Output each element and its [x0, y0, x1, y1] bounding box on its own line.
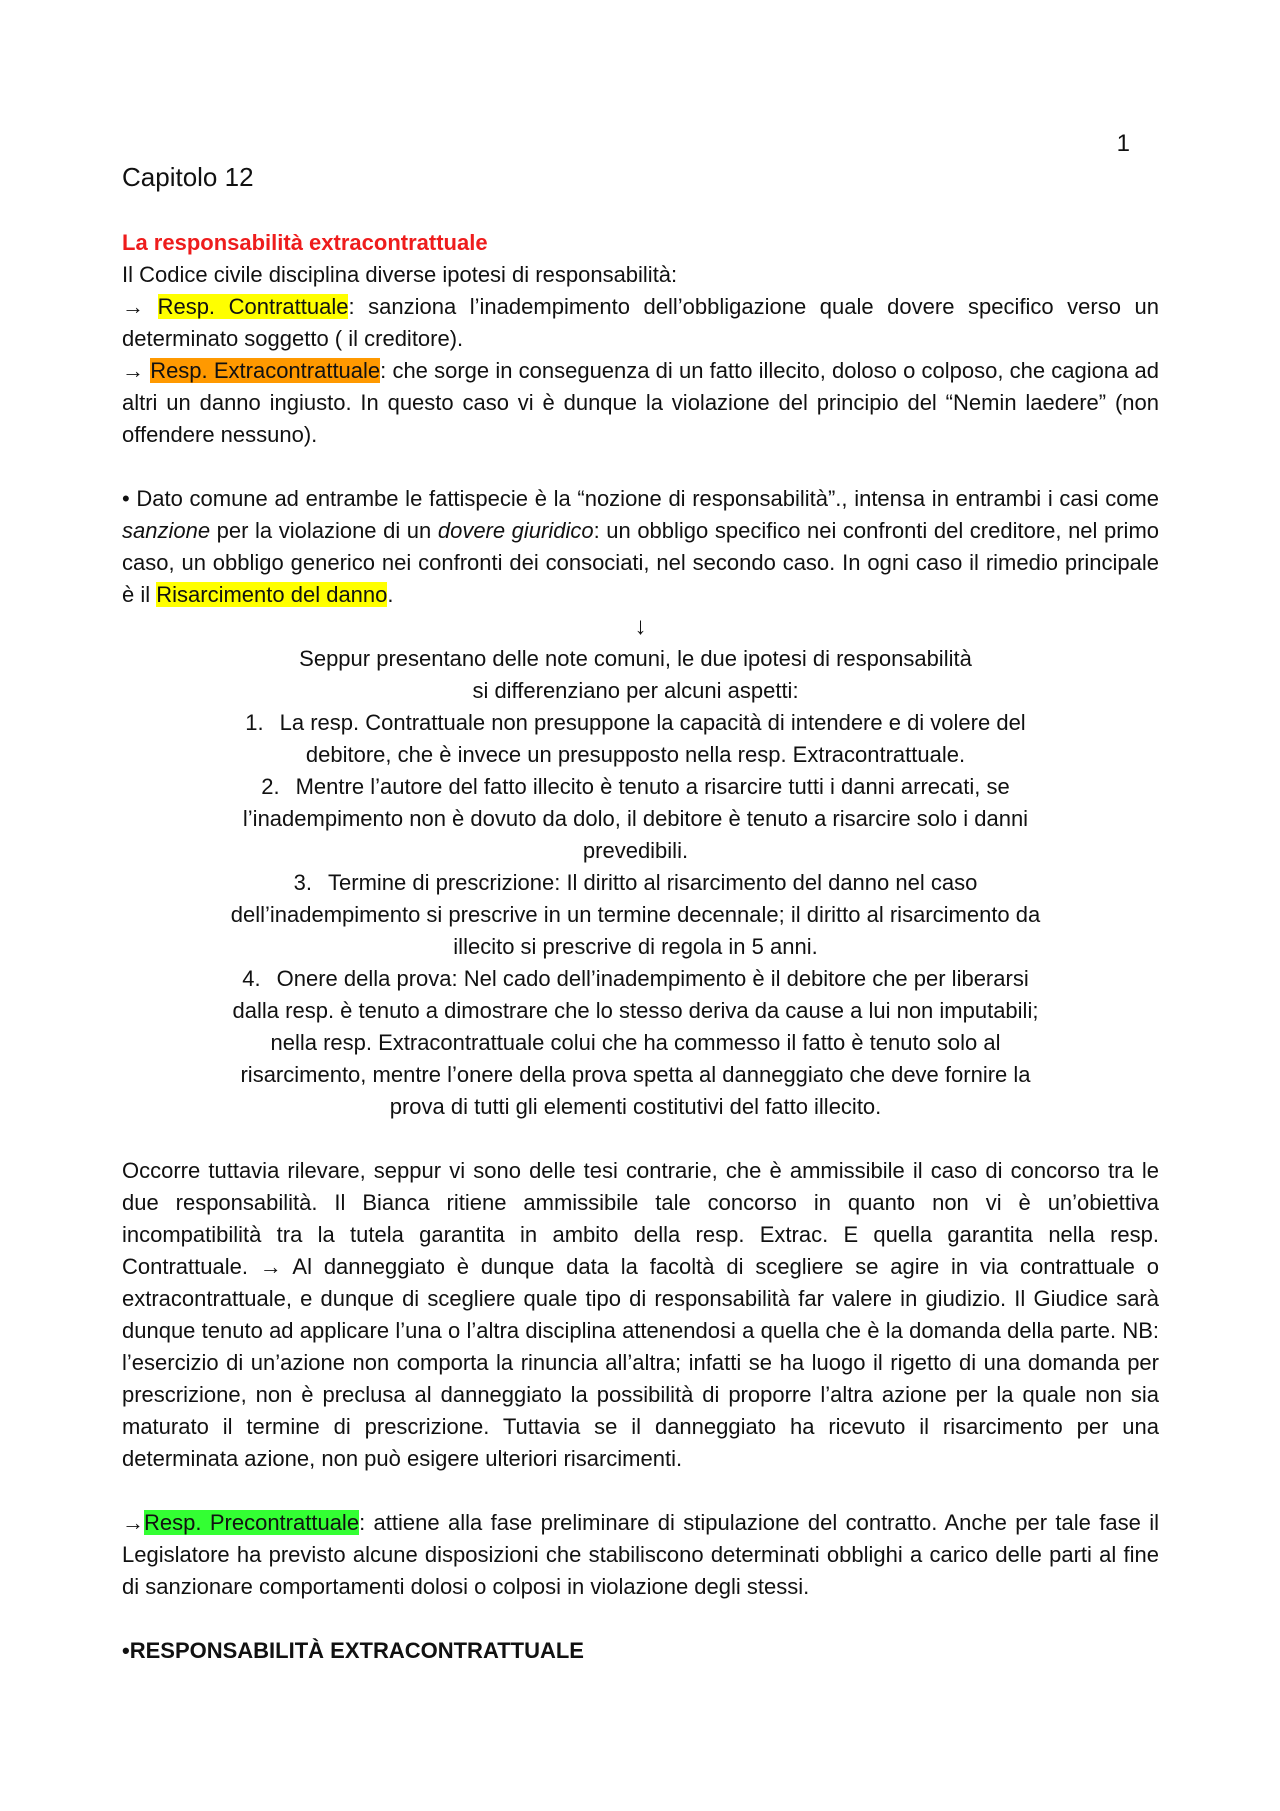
common-notion-paragraph: • Dato comune ad entrambe le fattispecie è la “nozione di responsabilità”., intensa in entrambi i casi come sanzione per la violazione di un dovere giuridico: un obbligo specifico nei confronti del creditore, nel primo caso, un obbligo generico nei confronti dei consociati, nel secondo caso. In ogni caso il rimedio principale è il Risarcimento del danno.: [122, 486, 1160, 607]
difference-item: 4. Onere della prova: Nel cado dell’inadempimento è il debitore che per liberarsi dalla resp. è tenuto a dimostrare che lo stesso deriva da cause a lui non imputabili; nella resp. Extracontrattuale colui che ha commesso il fatto è tenuto solo al risarcimento, mentre l’onere della prova spetta al danneggiato che deve fornire la prova di tutti gli elementi costitutivi del fatto illecito.: [232, 966, 1039, 1119]
page-number: 1: [1116, 130, 1130, 157]
resp-extracontrattuale-highlight: Resp. Extracontrattuale: [150, 358, 381, 383]
arrow-down-icon: ↓: [634, 613, 647, 640]
section-title: La responsabilità extracontrattuale: [122, 230, 488, 255]
emphasis-sanzione: sanzione: [122, 518, 211, 543]
resp-contrattuale-paragraph: [122, 291, 1159, 355]
difference-item: 2. Mentre l’autore del fatto illecito è tenuto a risarcire tutti i danni arrecati, se l’inadempimento non è dovuto da dolo, il debitore è tenuto a risarcire solo i danni prevedibili.: [242, 774, 1029, 863]
resp-extracontrattuale-paragraph: [122, 355, 1159, 451]
concorso-paragraph: Occorre tuttavia rilevare, seppur vi sono delle tesi contrarie, che è ammissibile il caso di concorso tra le due responsabilità. Il Bianca ritiene ammissibile tale concorso in quanto non vi è un’obiettiva incompatibilità tra la tutela garantita in ambito della resp. Extrac. E quella garantita nella resp. Contrattuale. → Al danneggiato è dunque data la facoltà di scegliere se agire in via contrattuale o extracontrattuale, e dunque di scegliere quale tipo di responsabilità far valere in giudizio. Il Giudice sarà dunque tenuto ad applicare l’una o l’altra disciplina attenendosi a quella che è la domanda della parte. NB: l’esercizio di un’azione non comporta la rinuncia all’altra; infatti se ha luogo il rigetto di una domanda per prescrizione, non è preclusa al danneggiato la possibilità di proporre l’altra azione per la quale non sia maturato il termine di prescrizione. Tuttavia se il danneggiato ha ricevuto il risarcimento per una determinata azione, non può esigere ulteriori risarcimenti.: [122, 1158, 1159, 1471]
difference-item: 1. La resp. Contrattuale non presuppone la capacità di intendere e di volere del debitore, che è invece un presupposto nella resp. Extracontrattuale.: [245, 710, 1026, 767]
resp-contrattuale-highlight: Resp. Contrattuale: [157, 294, 349, 319]
resp-precontrattuale-paragraph: [122, 1507, 1159, 1603]
differences-block: [122, 643, 1159, 1123]
arrow-prefix: →: [122, 358, 151, 383]
emphasis-dovere-giuridico: dovere giuridico: [437, 518, 594, 543]
differences-intro-line2: si differenziano per alcuni aspetti:: [472, 678, 799, 703]
page-content: [122, 162, 1159, 1667]
risarcimento-highlight: Risarcimento del danno: [156, 582, 388, 607]
resp-precontrattuale-text: : attiene alla fase preliminare di stipulazione del contratto. Anche per tale fase il Legislatore ha previsto alcune disposizioni che stabiliscono determinati obblighi a carico delle parti al fine di sanzionare comportamenti dolosi o colposi in violazione degli stessi.: [122, 1510, 1160, 1599]
final-heading: •RESPONSABILITÀ EXTRACONTRATTUALE: [122, 1638, 584, 1663]
resp-extracontrattuale-text: : che sorge in conseguenza di un fatto illecito, doloso o colposo, che cagiona ad altri un danno ingiusto. In questo caso vi è dunque la violazione del principio del “Nemin laedere” (non offendere nessuno).: [122, 358, 1159, 447]
resp-contrattuale-text: : sanziona l’inadempimento dell’obbligazione quale dovere specifico verso un determinato soggetto ( il creditore).: [122, 294, 1159, 351]
resp-precontrattuale-highlight: Resp. Precontrattuale: [144, 1510, 360, 1535]
intro-paragraph: Il Codice civile disciplina diverse ipotesi di responsabilità:: [122, 262, 678, 287]
difference-item: 3. Termine di prescrizione: Il diritto al risarcimento del danno nel caso dell’inadempimento si prescrive in un termine decennale; il diritto al risarcimento da illecito si prescrive di regola in 5 anni.: [230, 870, 1041, 959]
arrow-prefix: →: [122, 1510, 144, 1535]
chapter-heading: Capitolo 12: [122, 162, 254, 192]
differences-intro-line1: Seppur presentano delle note comuni, le due ipotesi di responsabilità: [299, 646, 972, 671]
arrow-prefix: →: [122, 294, 158, 319]
